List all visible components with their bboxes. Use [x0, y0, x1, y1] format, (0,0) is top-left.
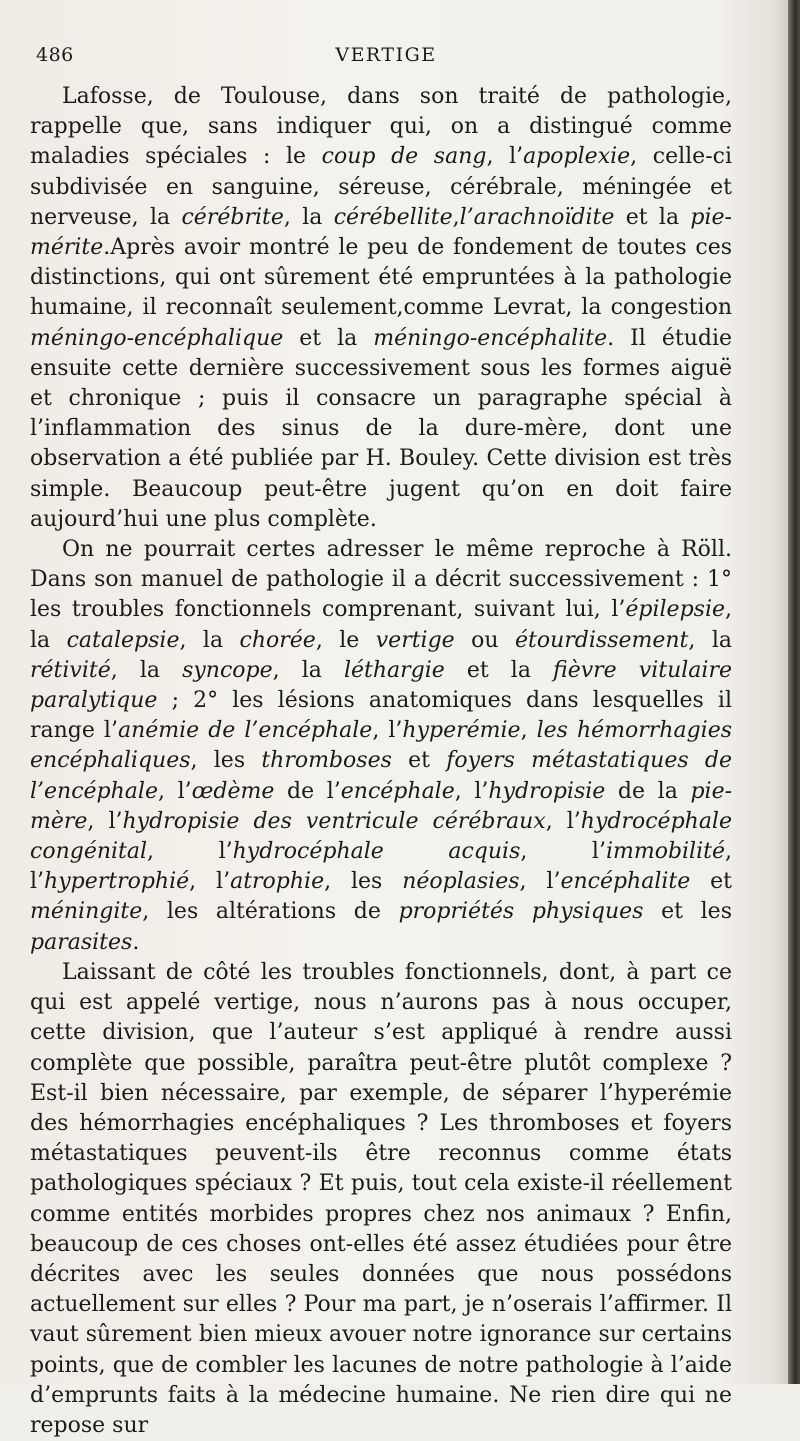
text-run: .Après avoir montré le peu de fondement de toutes ces distinctions, qui ont sûrement été empruntées à la pathologie humaine, il reconnaît seulement,comme Levrat, la congestion — [30, 235, 732, 321]
italic-term: hydrocéphale acquis — [232, 839, 521, 865]
italic-term: syncope — [182, 657, 273, 683]
text-run: et les — [643, 899, 732, 925]
italic-term: méningo-encéphalite — [373, 325, 608, 351]
italic-term: hydrocéphale congénital — [30, 808, 732, 865]
text-run: et la — [614, 204, 691, 230]
text-run: , l’ — [189, 869, 231, 895]
italic-term: hydropisie — [488, 778, 606, 804]
text-run: , — [520, 718, 537, 744]
text-run: , l’ — [520, 839, 606, 865]
italic-term: thromboses — [261, 748, 392, 774]
italic-term: chorée — [239, 627, 316, 653]
paragraph-laissant — [30, 958, 732, 1441]
italic-term: étourdissement — [515, 627, 689, 653]
text-run: , l’ — [545, 808, 581, 834]
italic-term: apoplexie — [523, 144, 631, 170]
page-header — [36, 44, 736, 72]
text-run: , l’ — [486, 144, 524, 170]
body-text — [30, 82, 732, 1441]
italic-term: les hémorrhagies encéphaliques — [30, 718, 733, 774]
text-run: , la — [110, 657, 183, 683]
italic-term: cérébellite — [333, 204, 453, 230]
italic-term: hyperémie — [402, 718, 521, 744]
text-run: et la — [283, 325, 374, 351]
text-run: , la — [272, 657, 344, 683]
text-run: , la — [30, 597, 732, 653]
italic-term: catalepsie — [66, 627, 180, 653]
text-run: Lafosse, de Toulouse, dans son traité de pathologie, rappelle que, sans indiquer qui, on a distingué comme maladies spéciales : le — [30, 84, 732, 170]
text-run: , celle-ci subdivisée en sanguine, séreuse, cérébrale, méningée et nerveuse, la — [30, 144, 732, 230]
text-run: , le — [315, 627, 376, 653]
text-run: de l’ — [274, 778, 341, 804]
italic-term: parasites — [30, 929, 133, 955]
italic-term: pie-mère — [30, 778, 733, 834]
text-run: , les altérations de — [142, 899, 399, 925]
text-run: et — [391, 748, 447, 774]
italic-term: l’arachnoïdite — [459, 204, 615, 230]
text-run: , l’ — [372, 718, 403, 744]
italic-term: atrophie — [230, 869, 325, 895]
italic-term: pie-mérite — [30, 204, 732, 261]
page-number: 486 — [36, 44, 74, 66]
italic-term: néoplasies — [402, 869, 520, 895]
italic-term: œdème — [191, 778, 275, 804]
italic-term: propriétés physiques — [398, 899, 644, 925]
text-run: de la — [605, 778, 691, 804]
text-run: , la — [283, 204, 334, 230]
running-title: VERTIGE — [335, 44, 437, 66]
text-run: On ne pourrait certes adresser le même reproche à Röll. Dans son manuel de pathologie il a décrit successivement : 1° les troubles fonctionnels comprenant, suivant lui, l’ — [30, 537, 732, 623]
text-run: , l’ — [87, 808, 123, 834]
text-run: , les — [190, 748, 262, 774]
italic-term: léthargie — [343, 657, 445, 683]
text-run: , — [452, 204, 460, 230]
paragraph-lafosse — [30, 82, 732, 535]
text-run: et la — [444, 657, 554, 683]
text-run: , l’ — [454, 778, 489, 804]
italic-term: hydropisie des ventricule cérébraux — [122, 808, 546, 834]
text-run: . — [132, 929, 140, 955]
text-run: et — [690, 869, 733, 895]
italic-term: méningite — [30, 899, 143, 925]
italic-term: rétivité — [30, 657, 111, 683]
italic-term: anémie de l’encéphale — [117, 718, 373, 744]
paragraph-roll — [30, 535, 732, 958]
text-run: ou — [454, 627, 515, 653]
italic-term: encéphalite — [560, 869, 691, 895]
italic-term: cérébrite — [181, 204, 284, 230]
italic-term: coup de sang — [321, 144, 487, 170]
book-spine-shadow — [788, 0, 800, 1384]
italic-term: encéphale — [340, 778, 455, 804]
italic-term: foyers métastatiques de l’encéphale — [30, 748, 732, 804]
text-run: , l’ — [147, 839, 233, 865]
italic-term: épilepsie — [625, 597, 725, 623]
text-run: Laissant de côté les troubles fonctionnels, dont, à part ce qui est appelé vertige, nous n’aurons pas à nous occuper, cette division, que l’auteur s’est appliqué à rendre aussi complète que possible, paraîtra peut-être plutôt complexe ? Est-il bien nécessaire, par exemple, de séparer l’hyperémie des hémorrhagies encéphaliques ? Les thromboses et foyers métastatiques peuvent-ils être reconnus comme états pathologiques spéciaux ? Et puis, tout cela existe-il réellement comme entités morbides propres chez nos animaux ? Enfin, beaucoup de ces choses ont-elles été assez étudiées pour être décrites avec les seules données que nous possédons actuellement sur elles ? Pour ma part, je n’oserais l’affirmer. Il vaut sûrement bien mieux avouer notre ignorance sur certains points, que de combler les lacunes de notre pathologie à l’aide d’emprunts faits à la médecine humaine. Ne rien dire qui ne repose sur — [30, 959, 732, 1438]
text-run: ; 2° les lésions anatomiques dans lesquelles il range l’ — [30, 688, 732, 744]
text-run: , l’ — [157, 778, 192, 804]
text-run: . Il étudie ensuite cette dernière successivement sous les formes aiguë et chronique ; puis il consacre un paragraphe spécial à l’inflammation des sinus de la dure-mère, dont une observation a été publiée par H. Bouley. Cette division est très simple. Beaucoup peut-être jugent qu’on en doit faire aujourd’hui une plus complète. — [30, 325, 732, 532]
text-run: , les — [324, 869, 403, 895]
italic-term: méningo-encéphalique — [30, 325, 284, 351]
text-run: , l’ — [30, 839, 732, 895]
text-run: , la — [179, 627, 240, 653]
italic-term: fièvre vitulaire paralytique — [30, 657, 732, 714]
text-run: , l’ — [519, 869, 561, 895]
italic-term: immobilité — [605, 839, 725, 865]
italic-term: vertige — [375, 627, 455, 653]
italic-term: hypertrophié — [44, 869, 190, 895]
text-run: , la — [688, 627, 732, 653]
